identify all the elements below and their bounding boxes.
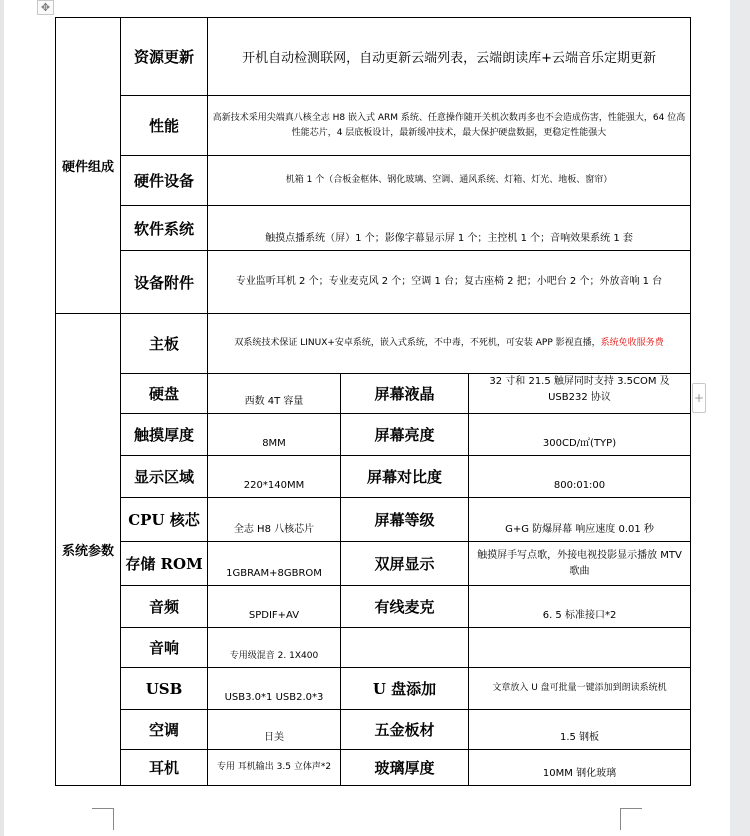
editor-right-panel <box>730 0 750 836</box>
page-corner-mark-left <box>92 808 114 830</box>
row-label: USB <box>121 668 208 710</box>
row-value: 专用 耳机输出 3.5 立体声*2 <box>208 750 341 786</box>
row-value: 西数 4T 容量 <box>208 374 341 414</box>
row-value: 专业监听耳机 2 个；专业麦克风 2 个；空调 1 台；复古座椅 2 把；小吧台 2 个；外放音响 1 台 <box>208 251 691 314</box>
move-arrows-icon[interactable]: ✥ <box>37 0 54 15</box>
row-value-2: G+G 防爆屏幕 响应速度 0.01 秒 <box>469 498 691 542</box>
plus-icon[interactable]: + <box>692 383 706 413</box>
row-label-2: 玻璃厚度 <box>341 750 469 786</box>
row-value-2: 6. 5 标准接口*2 <box>469 586 691 628</box>
editor-left-margin <box>0 0 4 836</box>
row-label-2: 屏幕等级 <box>341 498 469 542</box>
table-row <box>56 18 691 96</box>
row-value-2: 1.5 钢板 <box>469 710 691 750</box>
row-value: 高新技术采用尖端真八核全志 H8 嵌入式 ARM 系统、任意操作随开关机次数再多也不会造成伤害，性能强大，64 位高性能芯片，4 层底板设计，最新缓冲技术，最大保护硬盘数据，更稳定性能强大 <box>208 96 691 156</box>
row-value-2: 32 寸和 21.5 触屏同时支持 3.5COM 及 USB232 协议 <box>469 374 691 414</box>
row-label-2: 双屏显示 <box>341 542 469 586</box>
row-label: 音频 <box>121 586 208 628</box>
table-row <box>56 156 691 206</box>
row-value: 专用级混音 2. 1X400 <box>208 628 341 668</box>
row-label: 存储 ROM <box>121 542 208 586</box>
row-label: 触摸厚度 <box>121 414 208 456</box>
row-value-2: 触摸屏手写点歌，外接电视投影显示播放 MTV 歌曲 <box>469 542 691 586</box>
row-label: 主板 <box>121 314 208 374</box>
row-value: SPDIF+AV <box>208 586 341 628</box>
row-value: 触摸点播系统（屏）1 个；影像字幕显示屏 1 个；主控机 1 个；音响效果系统 1 套 <box>208 206 691 251</box>
group-label-hardware: 硬件组成 <box>56 18 121 314</box>
table-row <box>56 750 691 786</box>
table-row <box>56 456 691 498</box>
table-row <box>56 542 691 586</box>
row-label-2: 屏幕液晶 <box>341 374 469 414</box>
row-label-2: 屏幕对比度 <box>341 456 469 498</box>
table-row <box>56 374 691 414</box>
row-label: 硬件设备 <box>121 156 208 206</box>
row-label: 设备附件 <box>121 251 208 314</box>
row-value <box>208 314 691 374</box>
row-value-2: 文章放入 U 盘可批量一键添加到朗读系统机 <box>469 668 691 710</box>
row-value: 8MM <box>208 414 341 456</box>
row-label: 耳机 <box>121 750 208 786</box>
row-value: USB3.0*1 USB2.0*3 <box>208 668 341 710</box>
row-label: 性能 <box>121 96 208 156</box>
table-row <box>56 586 691 628</box>
row-value: 机箱 1 个（合板金框体、钢化玻璃、空调、通风系统、灯箱、灯光、地板、窗帘） <box>208 156 691 206</box>
row-label: 显示区域 <box>121 456 208 498</box>
table-row <box>56 668 691 710</box>
row-label: 硬盘 <box>121 374 208 414</box>
table-row <box>56 206 691 251</box>
mainboard-value: 双系统技术保证 LINUX+安卓系统，嵌入式系统，不中毒，不死机，可安装 APP 影视直播， <box>234 338 601 348</box>
group-label-system: 系统参数 <box>56 314 121 786</box>
table-row <box>56 96 691 156</box>
row-label-2: 屏幕亮度 <box>341 414 469 456</box>
row-value-2: 10MM 钢化玻璃 <box>469 750 691 786</box>
table-row <box>56 414 691 456</box>
row-label-2 <box>341 628 469 668</box>
row-value: 日美 <box>208 710 341 750</box>
row-value: 220*140MM <box>208 456 341 498</box>
row-label-2: 有线麦克 <box>341 586 469 628</box>
row-value-2 <box>469 628 691 668</box>
row-value: 1GBRAM+8GBROM <box>208 542 341 586</box>
table-row <box>56 710 691 750</box>
row-value: 全志 H8 八核芯片 <box>208 498 341 542</box>
row-label: 软件系统 <box>121 206 208 251</box>
row-label: 资源更新 <box>121 18 208 96</box>
page-corner-mark-right <box>620 808 642 830</box>
row-label: CPU 核芯 <box>121 498 208 542</box>
row-value-2: 800:01:00 <box>469 456 691 498</box>
table-row <box>56 314 691 374</box>
row-value-2: 300CD/㎡(TYP) <box>469 414 691 456</box>
table-row <box>56 628 691 668</box>
mainboard-highlight: 系统免收服务费 <box>600 338 664 348</box>
spec-table <box>55 17 691 786</box>
row-label-2: 五金板材 <box>341 710 469 750</box>
table-row <box>56 251 691 314</box>
row-label-2: U 盘添加 <box>341 668 469 710</box>
row-value: 开机自动检测联网，自动更新云端列表，云端朗读库+云端音乐定期更新 <box>208 18 691 96</box>
table-row <box>56 498 691 542</box>
row-label: 音响 <box>121 628 208 668</box>
row-label: 空调 <box>121 710 208 750</box>
